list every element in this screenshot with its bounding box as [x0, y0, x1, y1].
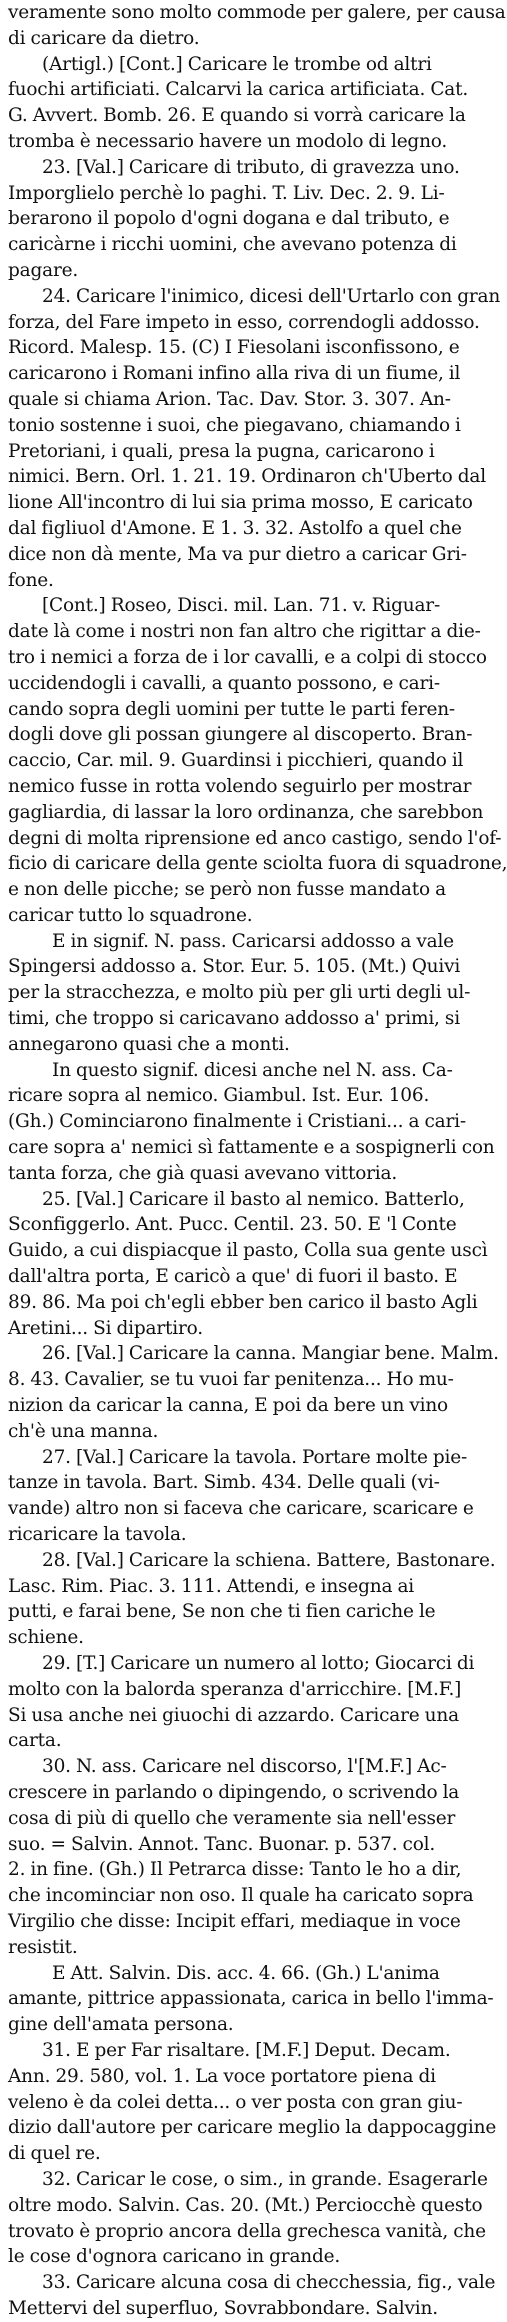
- text-line: che incominciar non oso. Il quale ha caricato sopra: [8, 1885, 474, 1907]
- text-line: gine dell'amata persona.: [8, 2014, 234, 2036]
- text-line: Imporglielo perchè lo paghi. T. Liv. Dec. 2. 9. Li-: [8, 182, 445, 204]
- text-line: ch'è una manna.: [8, 1420, 159, 1442]
- text-line: dal figliuol d'Amone. E 1. 3. 32. Astolfo a quel che: [8, 517, 462, 539]
- text-line: tanta forza, che già quasi avevano vittoria.: [8, 1162, 398, 1184]
- text-line: pagare.: [8, 259, 79, 281]
- text-line: tanze in tavola. Bart. Simb. 434. Delle quali (vi-: [8, 1472, 440, 1494]
- text-line: putti, e farai bene, Se non che ti fien cariche le: [8, 1601, 436, 1623]
- text-line: 26. [Val.] Caricare la canna. Mangiar bene. Malm.: [42, 1343, 499, 1365]
- text-line: ficio di caricare della gente sciolta fuora di squadrone,: [8, 853, 507, 875]
- text-line: crescere in parlando o dipingendo, o scrivendo la: [8, 1781, 460, 1803]
- text-line: di caricare da dietro.: [8, 27, 200, 49]
- text-line: 23. [Val.] Caricare di tributo, di gravezza uno.: [42, 156, 460, 178]
- text-line: Ann. 29. 580, vol. 1. La voce portatore piena di: [8, 2065, 436, 2087]
- text-line: quale si chiama Arion. Tac. Dav. Stor. 3. 307. An-: [8, 388, 451, 410]
- text-line: caccio, Car. mil. 9. Guardinsi i picchieri, quando il: [8, 750, 464, 772]
- text-line: carta.: [8, 1730, 62, 1752]
- text-line: lione All'incontro di lui sia prima mosso, E caricato: [8, 492, 473, 514]
- text-line: Sconfiggerlo. Ant. Pucc. Centil. 23. 50. E 'l Conte: [8, 1214, 457, 1236]
- text-line: Ricord. Malesp. 15. (C) I Fiesolani isconfissono, e: [8, 337, 460, 359]
- text-line: Guido, a cui dispiacque il pasto, Colla sua gente uscì: [8, 1240, 488, 1262]
- text-line: annegarono quasi che a monti.: [8, 1033, 290, 1055]
- text-line: nimici. Bern. Orl. 1. 21. 19. Ordinaron ch'Uberto dal: [8, 466, 486, 488]
- text-line: Lasc. Rim. Piac. 3. 111. Attendi, e insegna ai: [8, 1575, 415, 1597]
- text-line: dall'altra porta, E caricò a que' di fuori il basto. E: [8, 1266, 458, 1288]
- text-line: degni di molta riprensione ed anco castigo, sendo l'of-: [8, 827, 502, 849]
- text-line: (Gh.) Cominciarono finalmente i Cristiani... a cari-: [8, 1111, 466, 1133]
- text-line: cosa di più di quello che veramente sia nell'esser: [8, 1807, 456, 1829]
- text-line: veramente sono molto commode per galere, per causa: [8, 2, 506, 23]
- text-line: tonio sostenne i suoi, che piegavano, chiamando i: [8, 414, 461, 436]
- text-line: trovato è proprio ancora della grechesca vanità, che: [8, 2220, 486, 2242]
- text-line: 30. N. ass. Caricare nel discorso, l'[M.F.] Ac-: [42, 1756, 447, 1778]
- text-line: fuochi artificiati. Calcarvi la carica artificiata. Cat.: [8, 79, 469, 101]
- text-line: 24. Caricare l'inimico, dicesi dell'Urtarlo con gran: [42, 285, 501, 307]
- text-line: (Artigl.) [Cont.] Caricare le trombe od altri: [42, 53, 432, 75]
- text-line: caricar tutto lo squadrone.: [8, 904, 253, 926]
- text-line: Pretoriani, i quali, presa la pugna, caricarono i: [8, 440, 435, 462]
- text-line: nizion da caricar la canna, E poi da bere un vino: [8, 1395, 448, 1417]
- text-line: 28. [Val.] Caricare la schiena. Battere, Bastonare.: [42, 1549, 496, 1571]
- text-line: 29. [T.] Caricare un numero al lotto; Giocarci di: [42, 1653, 475, 1674]
- text-line: [Cont.] Roseo, Disci. mil. Lan. 71. v. Riguar-: [42, 595, 441, 617]
- text-line: tro i nemici a forza de i lor cavalli, e a colpi di stocco: [8, 646, 487, 668]
- text-line: caricàrne i ricchi uomini, che avevano potenza di: [8, 234, 457, 256]
- text-line: schiene.: [8, 1627, 84, 1649]
- text-line: fone.: [8, 569, 54, 591]
- text-line: cando sopra degli uomini per tutte le parti feren-: [8, 698, 455, 720]
- text-line: dizio dall'autore per caricare meglio la dappocaggine: [8, 2117, 497, 2139]
- text-line: Spingersi addosso a. Stor. Eur. 5. 105. (Mt.) Quivi: [8, 956, 461, 978]
- text-line: 2. in fine. (Gh.) Il Petrarca disse: Tanto le ho a dir,: [8, 1859, 462, 1881]
- text-line: 31. E per Far risaltare. [M.F.] Deput. Decam.: [42, 2039, 451, 2061]
- text-line: In questo signif. dicesi anche nel N. ass. Ca-: [52, 1059, 453, 1081]
- text-line: e non delle picche; se però non fusse mandato a: [8, 879, 446, 901]
- text-line: gagliardia, di lassar la loro ordinanza, che sarebbon: [8, 801, 484, 823]
- text-line: 89. 86. Ma poi ch'egli ebber ben carico il basto Agli: [8, 1291, 478, 1313]
- text-line: 25. [Val.] Caricare il basto al nemico. Batterlo,: [42, 1188, 465, 1210]
- text-line: le cose d'ognora caricano in grande.: [8, 2246, 341, 2268]
- text-line: G. Avvert. Bomb. 26. E quando si vorrà caricare la: [8, 105, 466, 127]
- text-line: E in signif. N. pass. Caricarsi addosso a vale: [52, 930, 454, 952]
- text-line: caricarono i Romani infino alla riva di un fiume, il: [8, 363, 461, 385]
- text-line: oltre modo. Salvin. Cas. 20. (Mt.) Perciocchè questo: [8, 2194, 483, 2216]
- text-line: Aretini... Si dipartiro.: [8, 1317, 203, 1339]
- text-line: veleno è da colei detta... o ver posta con gran giu-: [8, 2091, 463, 2113]
- text-line: di quel re.: [8, 2143, 101, 2165]
- text-line: nemico fusse in rotta volendo seguirlo per mostrar: [8, 775, 472, 797]
- text-line: timi, che troppo si caricavano addosso a' primi, si: [8, 1008, 460, 1030]
- text-line: forza, del Fare impeto in esso, correndogli addosso.: [8, 311, 480, 333]
- text-line: ricaricare la tavola.: [8, 1524, 187, 1546]
- text-line: care sopra a' nemici sì fattamente e a sospignerli con: [8, 1137, 495, 1159]
- text-line: E Att. Salvin. Dis. acc. 4. 66. (Gh.) L'anima: [52, 1962, 440, 1984]
- text-line: Virgilio che disse: Incipit effari, mediaque in voce: [8, 1910, 461, 1932]
- text-line: resistit.: [8, 1936, 78, 1958]
- text-line: molto con la balorda speranza d'arricchire. [M.F.]: [8, 1678, 462, 1700]
- text-line: uccidendogli i cavalli, a quanto possono, e cari-: [8, 672, 440, 694]
- text-line: per la stracchezza, e molto più per gli urti degli ul-: [8, 982, 471, 1004]
- text-line: date là come i nostri non fan altro che rigittar a die-: [8, 621, 481, 643]
- text-line: ricare sopra al nemico. Giambul. Ist. Eur. 106.: [8, 1085, 430, 1107]
- text-line: amante, pittrice appassionata, carica in bello l'imma-: [8, 1988, 494, 2010]
- text-line: 33. Caricare alcuna cosa di checchessia, fig., vale: [42, 2272, 496, 2294]
- text-line: dice non dà mente, Ma va pur dietro a caricar Gri-: [8, 543, 467, 565]
- text-line: suo. = Salvin. Annot. Tanc. Buonar. p. 537. col.: [8, 1833, 436, 1855]
- text-line: berarono il popolo d'ogni dogana e dal tributo, e: [8, 208, 450, 230]
- text-line: 8. 43. Cavalier, se tu vuoi far penitenza... Ho mu-: [8, 1369, 454, 1391]
- text-line: 27. [Val.] Caricare la tavola. Portare molte pie-: [42, 1446, 468, 1468]
- text-line: Si usa anche nei giuochi di azzardo. Caricare una: [8, 1704, 459, 1726]
- text-line: vande) altro non si faceva che caricare, scaricare e: [8, 1498, 474, 1520]
- text-line: 32. Caricar le cose, o sim., in grande. Esagerarle: [42, 2168, 488, 2190]
- text-line: Mettervi del superfluo, Sovrabbondare. Salvin.: [8, 2297, 438, 2319]
- text-line: dogli dove gli possan giungere al discoperto. Bran-: [8, 724, 473, 746]
- text-line: tromba è necessario havere un modolo di legno.: [8, 130, 448, 152]
